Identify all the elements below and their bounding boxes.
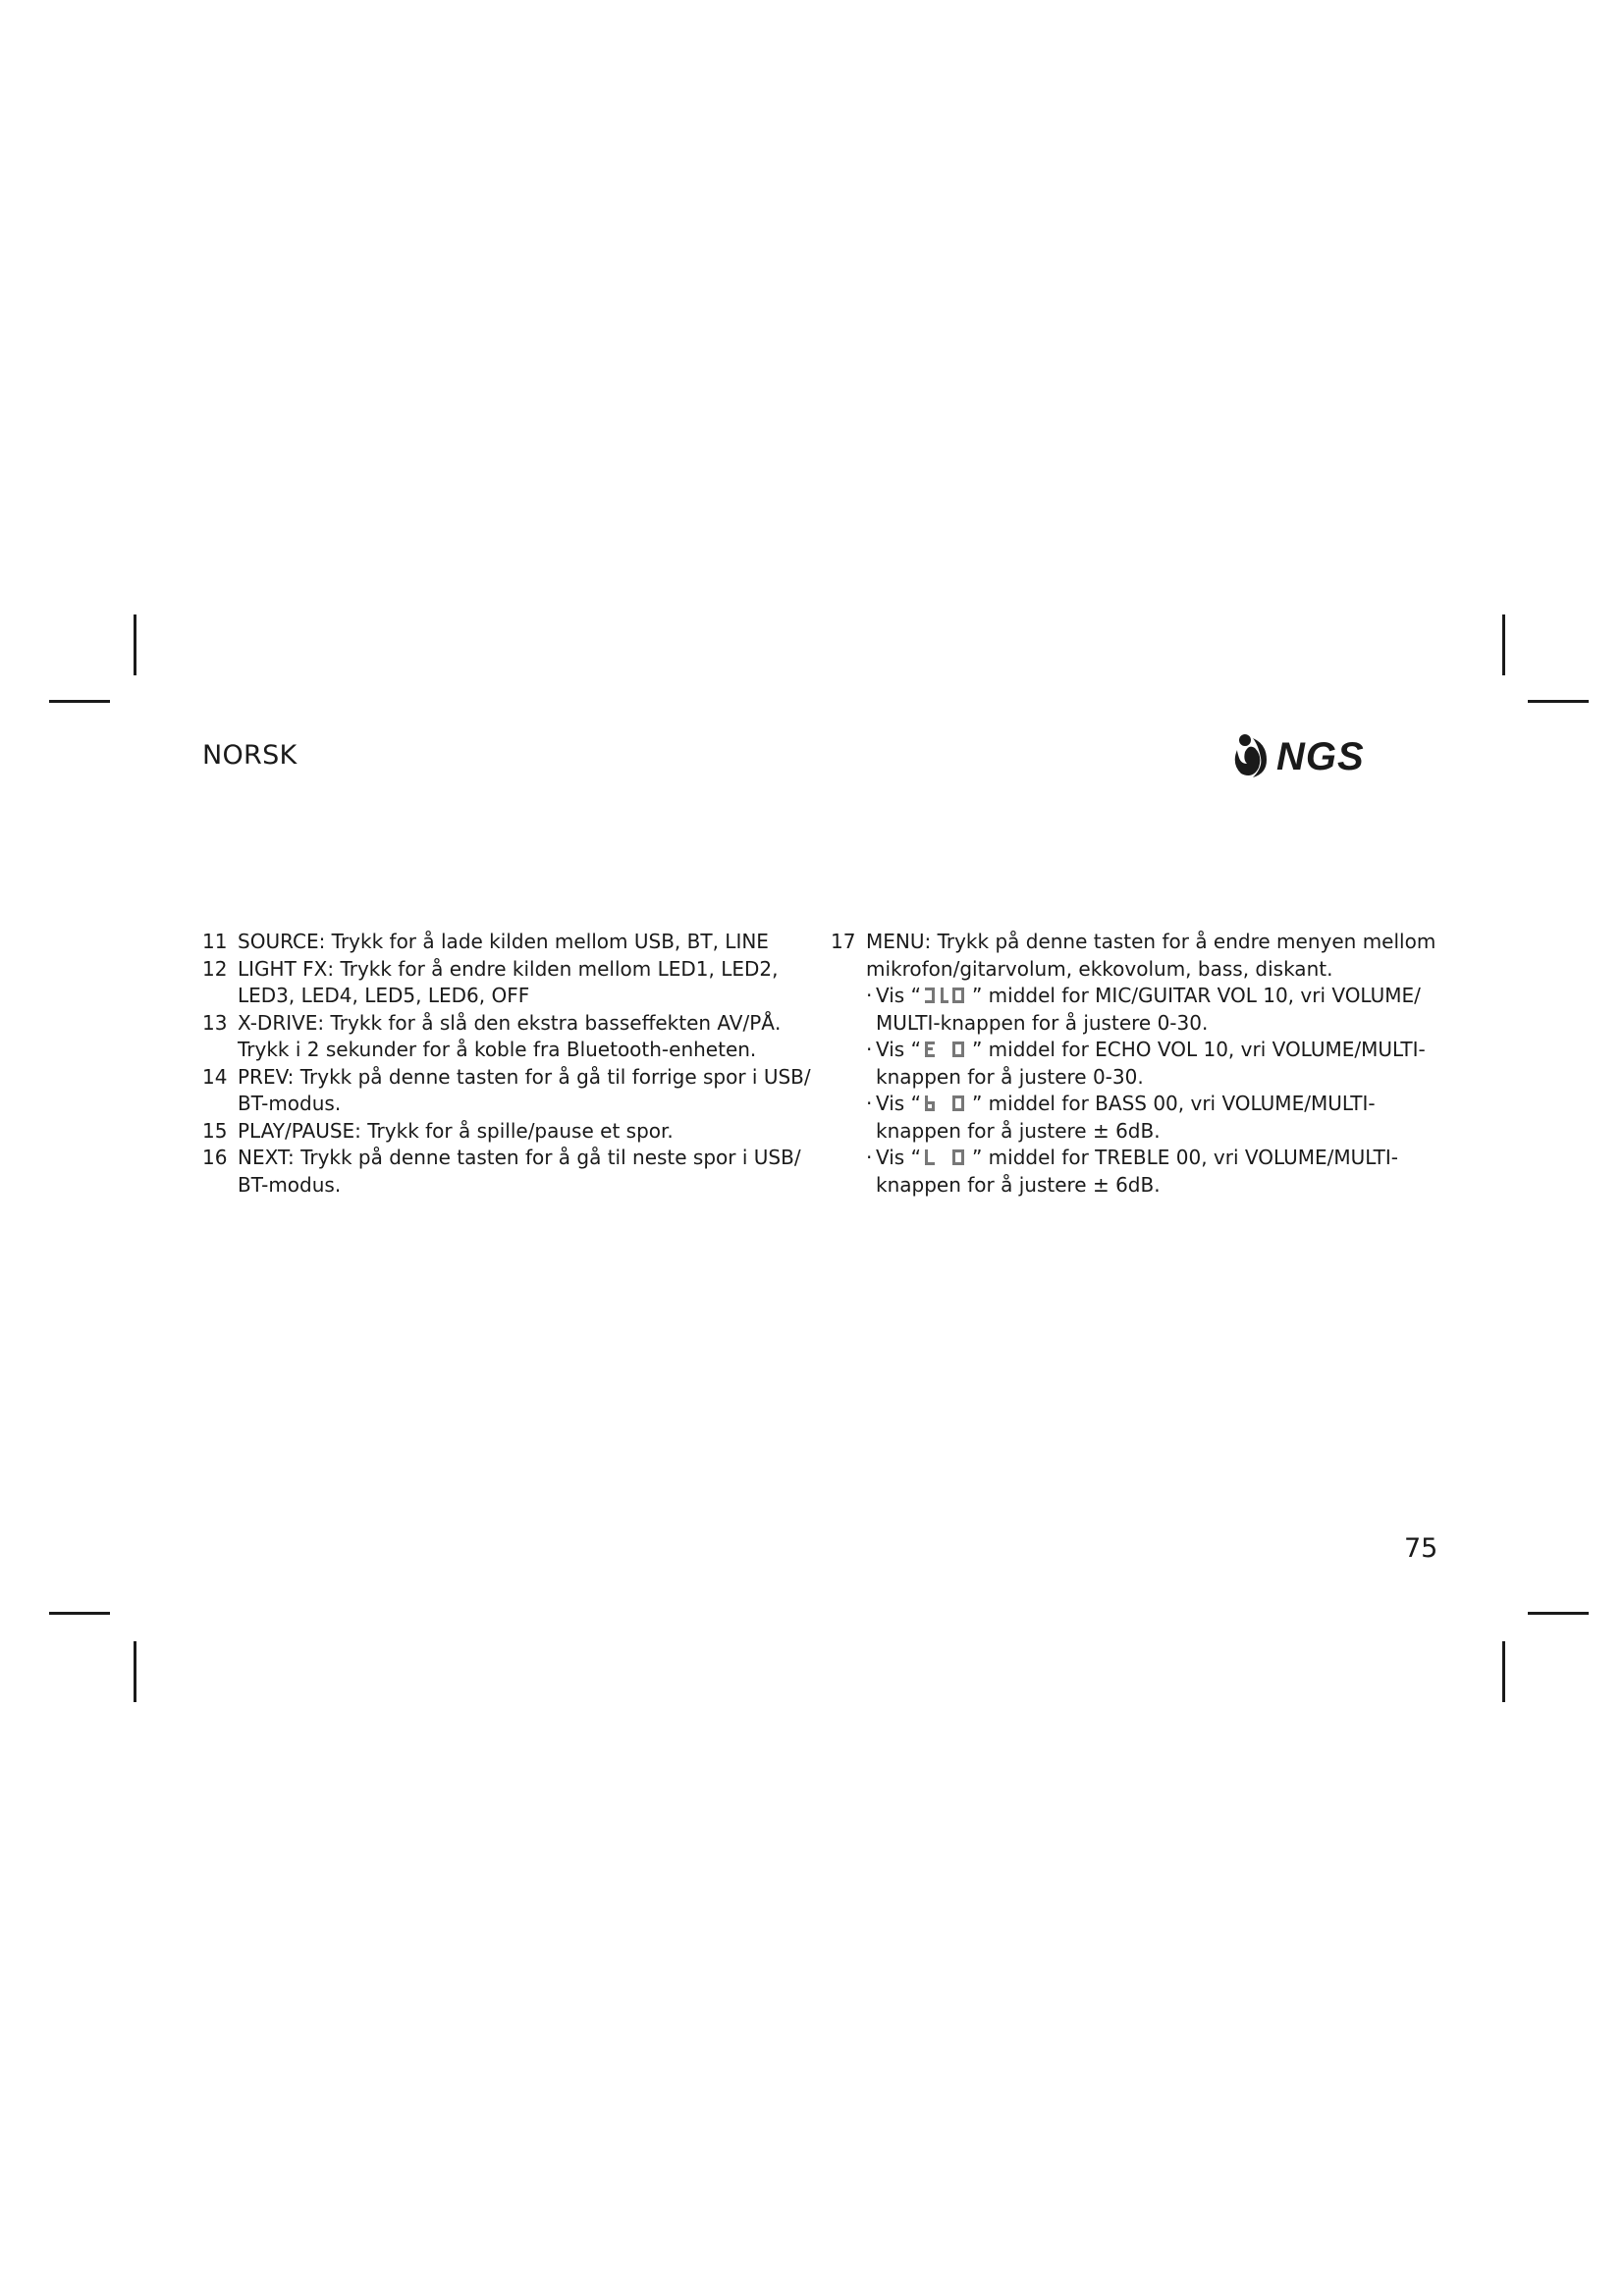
- list-item-13: [202, 1010, 811, 1064]
- item-number: 12: [202, 956, 228, 981]
- list-item-14: [202, 1064, 811, 1118]
- sub-item-prefix: Vis “: [876, 984, 921, 1007]
- sub-item-treble: [831, 1145, 1439, 1199]
- sub-item-echo: [831, 1037, 1439, 1091]
- item-text: MENU: Trykk på denne tasten for å endre menyen mellom mikrofon/gitarvolum, ekkovolum, bass, diskant.: [866, 930, 1436, 981]
- crop-mark-bottom-right-vertical: [1502, 1641, 1505, 1702]
- list-item-15: [202, 1118, 811, 1146]
- item-text: PLAY/PAUSE: Trykk for å spille/pause et spor.: [238, 1118, 674, 1143]
- sub-item-mic-guitar: [831, 983, 1439, 1037]
- sub-item-text: ” middel for MIC/GUITAR VOL 10, vri VOLUME/ MULTI-knappen for å justere 0-30.: [876, 984, 1421, 1035]
- sub-item-prefix: Vis “: [876, 1092, 921, 1115]
- item-number: 11: [202, 930, 228, 953]
- item-text: PREV: Trykk på denne tasten for å gå til forrige spor i USB/ BT-modus.: [238, 1064, 811, 1115]
- sub-item-text: ” middel for ECHO VOL 10, vri VOLUME/MULTI-knappen for å justere 0-30.: [876, 1038, 1426, 1089]
- list-item-12: [202, 956, 811, 1010]
- lcd-segment-icon: [923, 1148, 970, 1167]
- crop-mark-top-right-vertical: [1502, 614, 1505, 675]
- sub-item-prefix: Vis “: [876, 1038, 921, 1061]
- bullet: ·: [866, 1092, 873, 1115]
- left-column: [202, 929, 811, 1199]
- item-number: 13: [202, 1010, 228, 1035]
- lcd-segment-icon: [923, 1094, 970, 1113]
- bullet: ·: [866, 984, 873, 1007]
- crop-mark-bottom-left-horizontal: [49, 1612, 110, 1615]
- bullet: ·: [866, 1146, 873, 1169]
- item-text: NEXT: Trykk på denne tasten for å gå til neste spor i USB/ BT-modus.: [238, 1146, 801, 1197]
- list-item-16: [202, 1145, 811, 1199]
- item-text: X-DRIVE: Trykk for å slå den ekstra basseffekten AV/PÅ. Trykk i 2 sekunder for å koble fra Bluetooth-enheten.: [238, 1010, 782, 1061]
- list-item-17: [831, 929, 1439, 983]
- crop-mark-bottom-right-horizontal: [1528, 1612, 1589, 1615]
- bullet: ·: [866, 1038, 873, 1061]
- sub-item-text: ” middel for BASS 00, vri VOLUME/MULTI-knappen for å justere ± 6dB.: [876, 1092, 1376, 1143]
- item-number: 15: [202, 1118, 228, 1143]
- crop-mark-top-left-vertical: [134, 614, 136, 675]
- crop-mark-top-left-horizontal: [49, 700, 110, 703]
- sub-item-bass: [831, 1091, 1439, 1145]
- ngs-logo: [1227, 730, 1437, 781]
- item-text: SOURCE: Trykk for å lade kilden mellom USB, BT, LINE: [238, 930, 769, 953]
- item-number: 16: [202, 1146, 228, 1169]
- sub-item-prefix: Vis “: [876, 1146, 921, 1169]
- ngs-logo-mark-icon: [1235, 734, 1267, 777]
- sub-item-text: ” middel for TREBLE 00, vri VOLUME/MULTI-knappen for å justere ± 6dB.: [876, 1146, 1399, 1197]
- item-number: 17: [831, 930, 856, 953]
- lcd-segment-icon: [923, 1040, 970, 1059]
- crop-mark-bottom-left-vertical: [134, 1641, 136, 1702]
- item-number: 14: [202, 1064, 228, 1089]
- lcd-segment-icon: [923, 986, 970, 1005]
- item-text: LIGHT FX: Trykk for å endre kilden mellom LED1, LED2, LED3, LED4, LED5, LED6, OFF: [238, 956, 779, 1007]
- ngs-logo-wordmark: NGS: [1276, 735, 1365, 778]
- list-item-11: [202, 929, 811, 956]
- section-title: NORSK: [202, 740, 298, 771]
- page-number: 75: [1404, 1533, 1438, 1564]
- crop-mark-top-right-horizontal: [1528, 700, 1589, 703]
- right-column: [831, 929, 1439, 1199]
